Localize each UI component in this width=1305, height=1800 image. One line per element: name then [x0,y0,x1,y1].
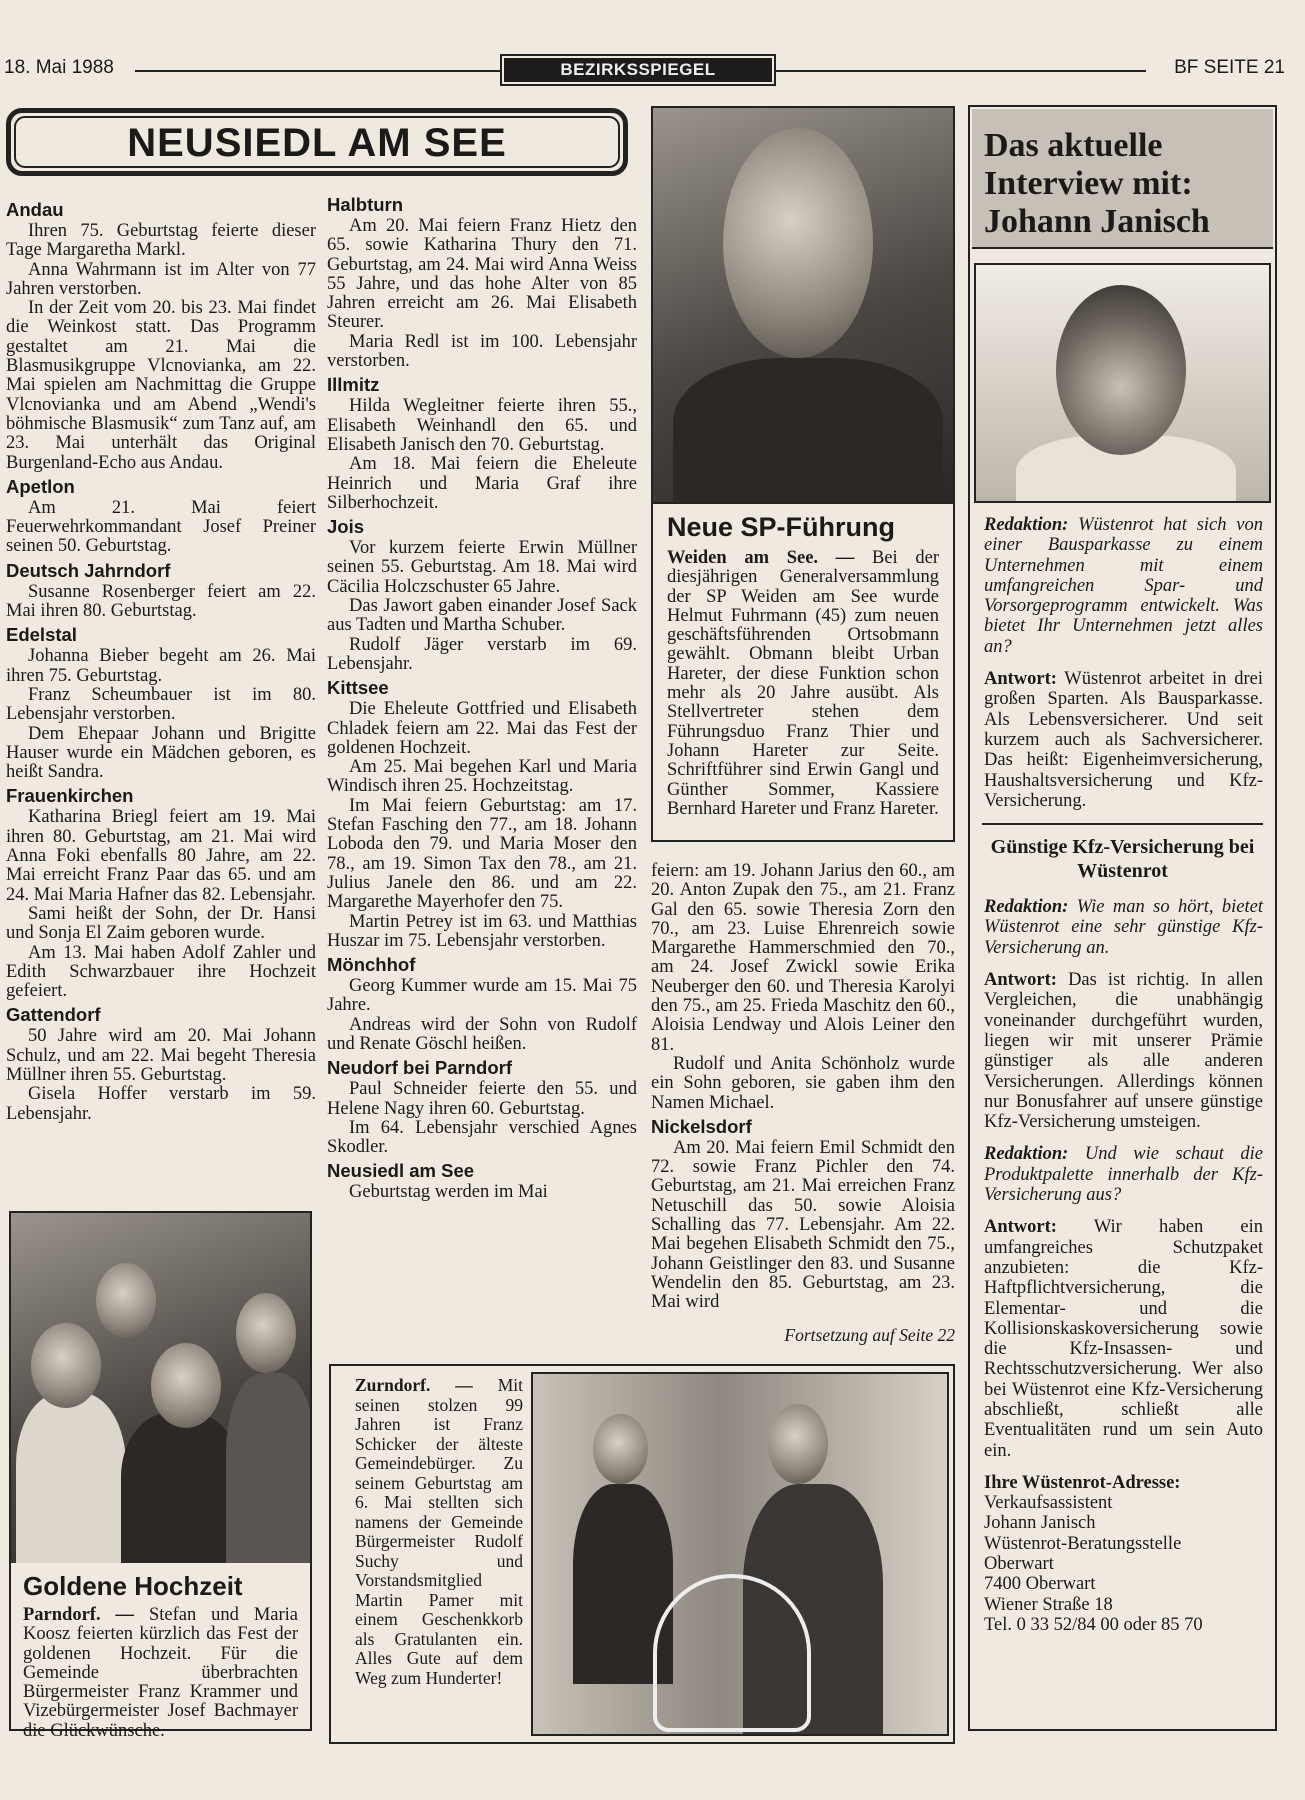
news-paragraph: Andreas wird der Sohn von Rudolf und Renate Göschl heißen. [327,1014,637,1054]
address-line: Wiener Straße 18 [984,1594,1113,1615]
news-paragraph: Am 25. Mai begehen Karl und Maria Windisch ihren 25. Hochzeitstag. [327,757,637,797]
address-line: Oberwart [984,1554,1054,1575]
zurndorf-text: Mit seinen stolzen 99 Jahren ist Franz Schicker der älteste Gemeindebürger. Zu seinem Geburtstag am 6. Mai stellten sich namens der Gemeinde Bürgermeister Rudolf Suchy und Vorstandsmitglied Martin Pamer mit einem Geschenkkorb als Gratulanten ein. Alles Gute auf dem Weg zum Hunderter! [355,1375,523,1688]
speaker-label: Antwort: [984,669,1057,690]
news-column-3 [651,862,955,1313]
section-heading: Halbturn [327,194,404,215]
address-label: Ihre Wüstenrot-Adresse: [984,1472,1181,1493]
news-paragraph: Am 21. Mai feiert Feuerwehrkommandant Josef Preiner seinen 50. Geburtstag. [6,497,316,557]
news-paragraph: Im 64. Lebensjahr verschied Agnes Skodler. [327,1117,637,1158]
section-heading: Kittsee [327,677,389,699]
interview-answer [984,970,1263,1132]
speaker-label: Redaktion: [984,515,1069,535]
section-heading: Neudorf bei Parndorf [327,1057,513,1079]
issue-date: 18. Mai 1988 [4,57,114,78]
interview-qa-1 [970,503,1275,811]
news-paragraph: Susanne Rosenberger feiert am 22. Mai ihren 80. Geburtstag. [6,581,316,622]
interview-subheading: Günstige Kfz-Versicherung bei Wüstenrot [982,823,1263,883]
interview-text: Wüstenrot hat sich von einer Bausparkasse zu einem Unternehmen mit einem umfangreichen Spar- und Vorsorgeprogramm entwickelt. Was bietet Ihr Unternehmen jetzt alles an? [984,515,1264,657]
continuation-note: Fortsetzung auf Seite 22 [784,1325,955,1345]
interview-qa-2 [970,883,1275,1461]
section-name: BEZIRKSSPIEGEL [504,58,772,82]
interview-text: Das ist richtig. In allen Vergleichen, die unabhängig voneinander durchgeführt wurden, liegen wir mit unserer Prämie günstiger als alle anderen Versicherungen. Allerdings können nur Bonusfahrer auf unsere günstige Kfz-Versicherung umsteigen. [984,970,1264,1133]
section-heading: Mönchhof [327,954,416,976]
speaker-label: Redaktion: [984,897,1069,918]
address-line: Verkaufsassistent [984,1493,1113,1514]
golden-wedding-headline: Goldene Hochzeit [23,1571,243,1601]
golden-wedding-text: Stefan und Maria Koosz feierten kürzlich das Fest der goldenen Hochzeit. Für die Gemeinde überbrachten Bürgermeister Franz Krammer und Vizebürgermeister Josef Bachmayer die Glückwünsche. [23,1605,299,1741]
news-paragraph: Rudolf Jäger verstarb im 69. Lebensjahr. [327,634,637,674]
interview-text: Wüstenrot arbeitet in drei großen Sparten. Als Bausparkasse. Als Lebensversicherer. Und seit kurzem auch als Sachversicherer. Das heißt: Eigenheimversicherung, Haushaltsversicherung und Kfz-Versicherung. [984,669,1263,811]
address-line: Wüstenrot-Beratungsstelle [984,1533,1182,1554]
sp-dateline: Weiden am See. — [667,548,855,568]
interview-question [984,1144,1263,1205]
news-paragraph: Im Mai feiern Geburtstag: am 17. Stefan Fasching den 77., am 18. Johann Loboda den 79. und Maria Moser den 78., am 19. Simon Tax den 78., am 21. Julius Janele den 86. und am 22. Margarethe Mayerhofer den 75. [327,795,637,913]
zurndorf-box [329,1364,955,1744]
news-paragraph: Am 13. Mai haben Adolf Zahler und Edith Schwarzbauer ihre Hochzeit gefeiert. [6,942,316,1002]
news-paragraph: Franz Scheumbauer ist im 80. Lebensjahr verstorben. [6,684,316,725]
news-paragraph: Johanna Bieber begeht am 26. Mai ihren 75. Geburtstag. [6,646,316,686]
interview-answer [984,669,1263,811]
sp-body [667,549,939,819]
golden-wedding-dateline: Parndorf. — [23,1605,135,1625]
interview-text: Wie man so hört, bietet Wüstenrot eine sehr günstige Kfz-Versicherung an. [984,897,1263,958]
news-paragraph: Gisela Hoffer verstarb im 59. Lebensjahr. [6,1084,316,1124]
news-paragraph: Am 20. Mai feiern Emil Schmidt den 72. sowie Franz Pichler den 74. Geburtstag, am 21. Mai erreichen Franz Netuschill das 50. sowie Aloisia Schalling das 77. Lebensjahr. Am 22. Mai begehen Elisabeth Schmidt den 75., Johann Geistlinger den 83. und Susanne Wendelin den 85. Geburtstag, am 23. Mai wird [651,1137,955,1313]
zurndorf-dateline: Zurndorf. — [355,1375,473,1395]
news-paragraph: Martin Petrey ist im 63. und Matthias Huszar im 75. Lebensjahr verstorben. [327,911,637,951]
section-label [500,54,776,86]
region-title [6,108,628,176]
news-paragraph: Georg Kummer wurde am 15. Mai 75 Jahre. [327,976,637,1016]
photo-zurndorf [531,1372,949,1736]
news-paragraph: 50 Jahre wird am 20. Mai Johann Schulz, und am 22. Mai begeht Theresia Müllner ihren 55. Geburtstag. [6,1026,316,1085]
news-paragraph: Vor kurzem feierte Erwin Müllner seinen 55. Geburtstag. Am 18. Mai wird Cäcilia Holczschuster 65 Jahre. [327,538,637,597]
photo-johann-janisch [974,263,1271,503]
sp-article-box [651,502,955,842]
address-line: Johann Janisch [984,1513,1096,1534]
section-heading: Illmitz [327,374,380,396]
address-line: 7400 Oberwart [984,1574,1096,1595]
section-heading: Nickelsdorf [651,1115,752,1137]
news-paragraph: Geburtstag werden im Mai [349,1182,548,1203]
interview-question [984,897,1263,958]
speaker-label: Redaktion: [984,1144,1069,1165]
section-heading: Gattendorf [6,1004,101,1026]
news-paragraph: Am 18. Mai feiern die Eheleute Heinrich und Maria Graf ihre Silberhochzeit. [327,454,637,513]
news-paragraph: In der Zeit vom 20. bis 23. Mai findet die Weinkost statt. Das Programm gestaltet am 21. Mai die Blasmusikgruppe Vlcnovianka, am 22. Mai spielen am Nachmittag die Gruppe Vlcnovianka und am Abend „Wendi's böhmische Blasmusik“ zum Tanz auf, am 23. Mai unterhält das Original Burgenland-Echo aus Andau. [6,298,316,473]
header-rule [776,70,1146,72]
section-heading: Frauenkirchen [6,785,134,807]
address-line: Tel. 0 33 52/84 00 oder 85 70 [984,1614,1203,1635]
speaker-label: Antwort: [984,970,1057,991]
region-title-text: NEUSIEDL AM SEE [14,116,620,168]
interview-answer [984,1217,1263,1461]
news-paragraph: Sami heißt der Sohn, der Dr. Hansi und Sonja El Zaim geboren wurde. [6,903,316,944]
sp-body-text: Bei der diesjährigen Generalversammlung der SP Weiden am See wurde Helmut Fuhrmann (45) zum neuen geschäftsführenden Ortsobmann gewählt. Obmann bleibt Urban Hareter, der diese Funktion schon mehr als 20 Jahre ausübt. Als Stellvertreter stehen dem Führungsduo Franz Thier und Johann Hareter zur Seite. Schriftführer sind Erwin Gangl und Günther Sommer, Kassiere Bernhard Hareter und Franz Hareter. [667,548,940,819]
zurndorf-body [355,1376,523,1688]
news-paragraph: Paul Schneider feierte den 55. und Helene Nagy ihren 60. Geburtstag. [327,1079,637,1119]
news-paragraph: Maria Redl ist im 100. Lebensjahr verstorben. [327,331,637,372]
speaker-label: Antwort: [984,1217,1057,1238]
header-rule [135,70,500,72]
photo-golden-wedding [11,1213,310,1563]
golden-wedding-body [23,1606,298,1741]
interview-text: Wir haben ein umfangreiches Schutzpaket anzubieten: die Kfz-Haftpflichtversicherung, die Elementar- und die Kollisionskaskoversicherung sowie die Kfz-Insassen- und Rechtsschutzversicherung. Wer also bei Wüstenrot eine Kfz-Versicherung abschließt, schließt alle Eventualitäten rund um sein Auto ein. [984,1217,1263,1461]
news-column-2 [327,191,637,1203]
news-paragraph: Die Eheleute Gottfried und Elisabeth Chladek feiern am 22. Mai das Fest der goldenen Hochzeit. [327,699,637,758]
golden-wedding-box [9,1211,312,1741]
gift-basket [653,1574,811,1732]
sp-headline: Neue SP-Führung [667,512,895,542]
news-paragraph: Am 20. Mai feiern Franz Hietz den 65. sowie Katharina Thury den 71. Geburtstag, am 24. Mai wird Anna Weiss 55 Jahre, und das hohe Alter von 85 Jahren erreicht am 26. Mai Elisabeth Steurer. [327,216,637,333]
interview-question [984,515,1263,657]
interview-text: Und wie schaut die Produktpalette innerhalb der Kfz-Versicherung aus? [984,1144,1264,1206]
news-paragraph: Hilda Wegleitner feierte ihren 55., Elisabeth Weinhandl den 65. und Elisabeth Janisch den 70. Geburtstag. [327,396,637,455]
news-paragraph: Rudolf und Anita Schönholz wurde ein Sohn geboren, sie gaben ihm den Namen Michael. [651,1053,955,1113]
news-paragraph: Das Jawort gaben einander Josef Sack aus Tadten und Martha Schuber. [327,596,637,636]
news-paragraph: feiern: am 19. Johann Jarius den 60., am 20. Anton Zupak den 75., am 21. Franz Gal den 65. sowie Theresia Zorn den 70., am 23. Luise Ehrenreich sowie Margarethe Hammerschmied den 70., am 24. Josef Zwickl sowie Erika Neuberger den 60. und Theresia Karolyi den 75., am 25. Frieda Maschitz den 60., Aloisia Lendway und Alois Leiner den 81. [651,861,955,1055]
section-heading: Edelstal [6,624,77,646]
news-paragraph: Ihren 75. Geburtstag feierte dieser Tage Margaretha Markl. [6,221,316,261]
interview-title: Das aktuelle Interview mit: Johann Janisch [972,109,1273,249]
section-heading: Andau [6,199,64,220]
page-number: BF SEITE 21 [1174,57,1285,78]
section-heading: Deutsch Jahrndorf [6,559,171,581]
section-heading: Neusiedl am See [327,1160,475,1182]
news-paragraph: Dem Ehepaar Johann und Brigitte Hauser wurde ein Mädchen geboren, es heißt Sandra. [6,723,316,783]
section-heading: Apetlon [6,475,75,497]
news-paragraph: Anna Wahrmann ist im Alter von 77 Jahren verstorben. [6,259,316,299]
news-paragraph: Katharina Briegl feiert am 19. Mai ihren 80. Geburtstag, am 21. Mai wird Anna Foki ebenfalls 80 Jahre, am 22. Mai erreicht Franz Paar das 65. und am 24. Mai Maria Hafner das 82. Lebensjahr. [6,807,316,905]
interview-box [968,105,1277,1731]
photo-helmut-fuhrmann [651,106,955,504]
wuestenrot-address [970,1473,1275,1635]
section-heading: Jois [327,516,365,538]
news-column-1 [6,196,316,1124]
